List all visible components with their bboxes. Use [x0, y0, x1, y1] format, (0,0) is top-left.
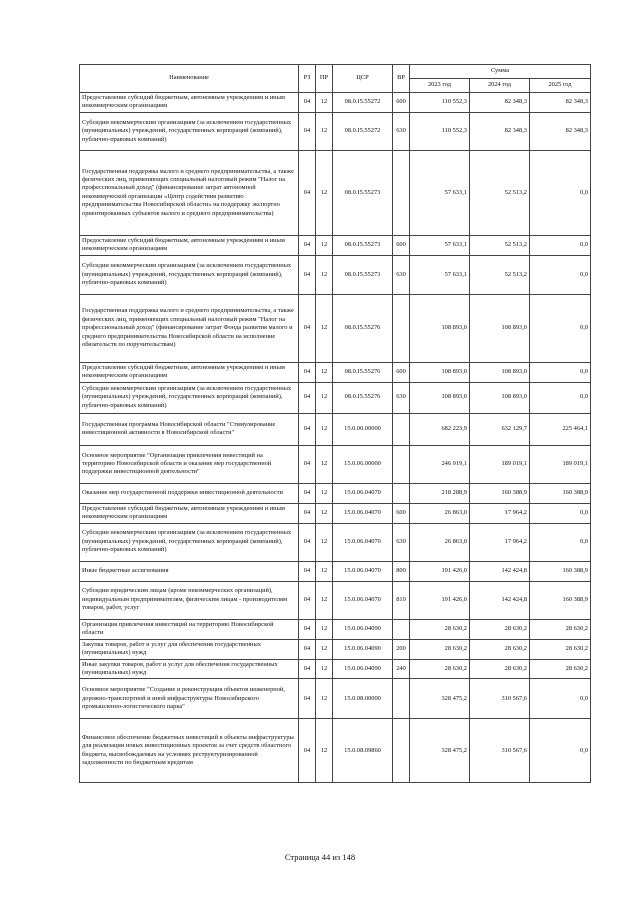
row-year3-cell: 82 348,3 — [530, 112, 591, 150]
row-year3-cell: 0,0 — [530, 523, 591, 561]
row-pr-cell: 12 — [316, 445, 333, 483]
table-row — [80, 362, 591, 382]
row-pr-cell: 12 — [316, 413, 333, 445]
row-vr-cell: 810 — [393, 581, 410, 619]
row-csr-cell: 08.0.I5.55273 — [333, 150, 393, 235]
table-row — [80, 679, 591, 719]
row-rz-cell: 04 — [299, 294, 316, 362]
table-row — [80, 413, 591, 445]
row-csr-cell: 08.0.I5.55276 — [333, 294, 393, 362]
row-rz-cell: 04 — [299, 382, 316, 413]
row-year2-cell: 82 348,3 — [470, 93, 530, 113]
row-year3-cell: 160 388,9 — [530, 483, 591, 503]
table-row — [80, 581, 591, 619]
row-year1-cell: 191 426,0 — [410, 581, 470, 619]
row-csr-cell: 15.0.06.04070 — [333, 503, 393, 523]
row-vr-cell: 240 — [393, 659, 410, 679]
row-year1-cell: 110 552,3 — [410, 112, 470, 150]
row-rz-cell: 04 — [299, 445, 316, 483]
row-csr-cell: 15.0.06.04070 — [333, 561, 393, 581]
row-year1-cell: 246 919,1 — [410, 445, 470, 483]
row-name-cell: Субсидии некоммерческим организациям (за исключением государственных (муниципальных) учреждений, государственных корпораций (компаний), публично-правовых компаний) — [80, 523, 299, 561]
row-year3-cell: 82 348,3 — [530, 93, 591, 113]
table-row — [80, 382, 591, 413]
row-name-cell: Субсидии некоммерческим организациям (за исключением государственных (муниципальных) учреждений, государственных корпораций (компаний), публично-правовых компаний) — [80, 382, 299, 413]
col-year3-header: 2025 год — [530, 79, 591, 93]
row-name-cell: Субсидии некоммерческим организациям (за исключением государственных (муниципальных) учреждений, государственных корпораций (компаний), публично-правовых компаний) — [80, 255, 299, 294]
row-rz-cell: 04 — [299, 255, 316, 294]
row-csr-cell: 15.0.06.00000 — [333, 445, 393, 483]
row-vr-cell: 600 — [393, 235, 410, 255]
row-year1-cell: 108 893,0 — [410, 362, 470, 382]
row-pr-cell: 12 — [316, 483, 333, 503]
row-year3-cell: 0,0 — [530, 150, 591, 235]
table-row — [80, 619, 591, 639]
row-vr-cell — [393, 413, 410, 445]
row-vr-cell: 600 — [393, 93, 410, 113]
row-name-cell: Предоставление субсидий бюджетным, автономным учреждениям и иным некоммерческим организациям — [80, 362, 299, 382]
row-year3-cell: 160 388,9 — [530, 581, 591, 619]
row-vr-cell — [393, 679, 410, 719]
table-row — [80, 255, 591, 294]
row-year2-cell: 17 964,2 — [470, 523, 530, 561]
page-number: Страница 44 из 148 — [284, 852, 356, 862]
row-csr-cell: 15.0.08.00000 — [333, 679, 393, 719]
row-year1-cell: 28 630,2 — [410, 659, 470, 679]
row-year1-cell: 108 893,0 — [410, 294, 470, 362]
row-pr-cell: 12 — [316, 235, 333, 255]
col-sum-header: Сумма — [410, 65, 591, 79]
row-rz-cell: 04 — [299, 639, 316, 659]
row-pr-cell: 12 — [316, 523, 333, 561]
row-year1-cell: 57 633,1 — [410, 235, 470, 255]
row-pr-cell: 12 — [316, 382, 333, 413]
row-vr-cell: 200 — [393, 639, 410, 659]
row-csr-cell: 15.0.06.04070 — [333, 523, 393, 561]
row-vr-cell: 630 — [393, 255, 410, 294]
row-year2-cell: 310 567,6 — [470, 679, 530, 719]
table-row — [80, 561, 591, 581]
col-vr-header: ВР — [393, 65, 410, 93]
row-rz-cell: 04 — [299, 619, 316, 639]
row-csr-cell: 08.0.I5.55272 — [333, 112, 393, 150]
row-pr-cell: 12 — [316, 619, 333, 639]
row-name-cell: Оказание мер государственной поддержки инвестиционной деятельности — [80, 483, 299, 503]
row-csr-cell: 08.0.I5.55276 — [333, 362, 393, 382]
row-rz-cell: 04 — [299, 483, 316, 503]
row-year2-cell: 17 964,2 — [470, 503, 530, 523]
row-rz-cell: 04 — [299, 362, 316, 382]
row-rz-cell: 04 — [299, 93, 316, 113]
row-year1-cell: 28 630,2 — [410, 619, 470, 639]
col-csr-header: ЦСР — [333, 65, 393, 93]
row-pr-cell: 12 — [316, 679, 333, 719]
row-rz-cell: 04 — [299, 659, 316, 679]
row-year3-cell: 0,0 — [530, 294, 591, 362]
row-name-cell: Субсидии юридическим лицам (кроме некоммерческих организаций), индивидуальным предпринимателям, физическим лицам - производителям товаров, работ, услуг — [80, 581, 299, 619]
header-row — [80, 65, 591, 79]
row-csr-cell: 15.0.08.09860 — [333, 719, 393, 783]
row-year2-cell: 52 513,2 — [470, 235, 530, 255]
row-year1-cell: 26 863,0 — [410, 523, 470, 561]
row-year3-cell: 28 630,2 — [530, 639, 591, 659]
row-name-cell: Предоставление субсидий бюджетным, автономным учреждениям и иным некоммерческим организациям — [80, 503, 299, 523]
table-row — [80, 294, 591, 362]
row-year2-cell: 28 630,2 — [470, 659, 530, 679]
row-name-cell: Закупка товаров, работ и услуг для обеспечения государственных (муниципальных) нужд — [80, 639, 299, 659]
row-rz-cell: 04 — [299, 679, 316, 719]
row-vr-cell — [393, 719, 410, 783]
row-name-cell: Государственная программа Новосибирской области "Стимулирование инвестиционной активности в Новосибирской области" — [80, 413, 299, 445]
table-row — [80, 523, 591, 561]
row-pr-cell: 12 — [316, 719, 333, 783]
row-pr-cell: 12 — [316, 561, 333, 581]
row-year3-cell: 28 630,2 — [530, 659, 591, 679]
row-rz-cell: 04 — [299, 581, 316, 619]
row-csr-cell: 08.0.I5.55273 — [333, 235, 393, 255]
row-year2-cell: 160 388,9 — [470, 483, 530, 503]
row-rz-cell: 04 — [299, 413, 316, 445]
row-pr-cell: 12 — [316, 112, 333, 150]
row-name-cell: Государственная поддержка малого и среднего предпринимательства, а также физических лиц, применяющих специальный налоговый режим "Налог на профессиональный доход" (финансирование затрат автономной некоммерческой организации «Центр содействия развитию предпринимательства Новосибирской области» на поддержку экспортно ориентированных субъектов малого и среднего предпринимательства) — [80, 150, 299, 235]
row-vr-cell — [393, 294, 410, 362]
row-year3-cell: 0,0 — [530, 235, 591, 255]
row-rz-cell: 04 — [299, 561, 316, 581]
budget-table — [79, 64, 591, 783]
row-pr-cell: 12 — [316, 659, 333, 679]
row-year2-cell: 142 424,8 — [470, 561, 530, 581]
row-name-cell: Организация привлечения инвестиций на территорию Новосибирской области — [80, 619, 299, 639]
row-year1-cell: 110 552,3 — [410, 93, 470, 113]
row-year1-cell: 28 630,2 — [410, 639, 470, 659]
row-year3-cell: 189 019,1 — [530, 445, 591, 483]
row-name-cell: Иные бюджетные ассигнования — [80, 561, 299, 581]
row-year3-cell: 0,0 — [530, 503, 591, 523]
row-year1-cell: 108 893,0 — [410, 382, 470, 413]
table-row — [80, 659, 591, 679]
row-year2-cell: 108 893,0 — [470, 382, 530, 413]
row-year2-cell: 108 893,0 — [470, 362, 530, 382]
row-year2-cell: 52 513,2 — [470, 255, 530, 294]
row-vr-cell: 800 — [393, 561, 410, 581]
row-name-cell: Финансовое обеспечение бюджетных инвестиций в объекты инфраструктуры для реализации новых инвестиционных проектов за счет средств областного бюджета, высвобождаемых на условиях реструктуризированной задолженности по бюджетным кредитам — [80, 719, 299, 783]
row-rz-cell: 04 — [299, 112, 316, 150]
table-row — [80, 503, 591, 523]
row-year3-cell: 160 388,9 — [530, 561, 591, 581]
row-year3-cell: 225 464,1 — [530, 413, 591, 445]
table-row — [80, 93, 591, 113]
row-year2-cell: 108 893,0 — [470, 294, 530, 362]
row-vr-cell: 630 — [393, 523, 410, 561]
row-year1-cell: 328 475,2 — [410, 679, 470, 719]
row-year2-cell: 632 129,7 — [470, 413, 530, 445]
row-csr-cell: 15.0.06.04070 — [333, 581, 393, 619]
row-year3-cell: 0,0 — [530, 382, 591, 413]
row-year3-cell: 0,0 — [530, 362, 591, 382]
row-csr-cell: 15.0.06.04090 — [333, 619, 393, 639]
row-csr-cell: 15.0.06.04090 — [333, 639, 393, 659]
col-year2-header: 2024 год — [470, 79, 530, 93]
table-row — [80, 235, 591, 255]
row-name-cell: Иные закупки товаров, работ и услуг для обеспечения государственных (муниципальных) нужд — [80, 659, 299, 679]
col-rz-header: РЗ — [299, 65, 316, 93]
row-year2-cell: 52 513,2 — [470, 150, 530, 235]
row-vr-cell — [393, 445, 410, 483]
row-pr-cell: 12 — [316, 639, 333, 659]
row-year2-cell: 82 348,3 — [470, 112, 530, 150]
row-vr-cell: 600 — [393, 362, 410, 382]
row-year3-cell: 0,0 — [530, 679, 591, 719]
table-row — [80, 150, 591, 235]
row-year1-cell: 218 288,9 — [410, 483, 470, 503]
row-rz-cell: 04 — [299, 523, 316, 561]
row-csr-cell: 15.0.06.04070 — [333, 483, 393, 503]
row-pr-cell: 12 — [316, 150, 333, 235]
row-rz-cell: 04 — [299, 235, 316, 255]
row-csr-cell: 08.0.I5.55272 — [333, 93, 393, 113]
table-row — [80, 445, 591, 483]
row-year1-cell: 26 863,0 — [410, 503, 470, 523]
row-vr-cell — [393, 150, 410, 235]
row-name-cell: Государственная поддержка малого и среднего предпринимательства, а также физических лиц, применяющих специальный налоговый режим "Налог на профессиональный доход" (финансирование затрат Фонда развития малого и среднего предпринимательства Новосибирской области на исполнение обязательств по поручительствам) — [80, 294, 299, 362]
row-year1-cell: 328 475,2 — [410, 719, 470, 783]
row-vr-cell — [393, 619, 410, 639]
row-year1-cell: 682 223,9 — [410, 413, 470, 445]
row-year1-cell: 191 426,0 — [410, 561, 470, 581]
row-rz-cell: 04 — [299, 503, 316, 523]
row-vr-cell: 630 — [393, 112, 410, 150]
row-name-cell: Субсидии некоммерческим организациям (за исключением государственных (муниципальных) учреждений, государственных корпораций (компаний), публично-правовых компаний) — [80, 112, 299, 150]
row-year2-cell: 142 424,8 — [470, 581, 530, 619]
row-pr-cell: 12 — [316, 255, 333, 294]
row-name-cell: Предоставление субсидий бюджетным, автономным учреждениям и иным некоммерческим организациям — [80, 235, 299, 255]
row-pr-cell: 12 — [316, 93, 333, 113]
table-body — [80, 93, 591, 783]
row-csr-cell: 15.0.00.00000 — [333, 413, 393, 445]
row-csr-cell: 15.0.06.04090 — [333, 659, 393, 679]
table-row — [80, 483, 591, 503]
row-vr-cell — [393, 483, 410, 503]
row-pr-cell: 12 — [316, 362, 333, 382]
budget-table-container — [79, 64, 590, 783]
row-vr-cell: 630 — [393, 382, 410, 413]
row-rz-cell: 04 — [299, 150, 316, 235]
table-row — [80, 112, 591, 150]
row-rz-cell: 04 — [299, 719, 316, 783]
row-year2-cell: 28 630,2 — [470, 619, 530, 639]
col-name-header: Наименование — [80, 65, 299, 93]
table-row — [80, 719, 591, 783]
row-year2-cell: 189 019,1 — [470, 445, 530, 483]
row-year3-cell: 0,0 — [530, 255, 591, 294]
row-year3-cell: 0,0 — [530, 719, 591, 783]
col-year1-header: 2023 год — [410, 79, 470, 93]
row-vr-cell: 600 — [393, 503, 410, 523]
row-year2-cell: 310 567,6 — [470, 719, 530, 783]
row-name-cell: Предоставление субсидий бюджетным, автономным учреждениям и иным некоммерческим организациям — [80, 93, 299, 113]
table-row — [80, 639, 591, 659]
row-year1-cell: 57 633,1 — [410, 255, 470, 294]
row-name-cell: Основное мероприятие "Создание и реконструкция объектов инженерной, дорожно-транспортной и иной инфраструктуры Новосибирского промышленно-логистического парка" — [80, 679, 299, 719]
row-pr-cell: 12 — [316, 503, 333, 523]
row-csr-cell: 08.0.I5.55276 — [333, 382, 393, 413]
row-pr-cell: 12 — [316, 294, 333, 362]
row-year3-cell: 28 630,2 — [530, 619, 591, 639]
row-pr-cell: 12 — [316, 581, 333, 619]
row-year2-cell: 28 630,2 — [470, 639, 530, 659]
row-year1-cell: 57 633,1 — [410, 150, 470, 235]
row-csr-cell: 08.0.I5.55273 — [333, 255, 393, 294]
row-name-cell: Основное мероприятие "Организация привлечения инвестиций на территорию Новосибирской области и оказание мер государственной поддержки инвестиционной деятельности" — [80, 445, 299, 483]
col-pr-header: ПР — [316, 65, 333, 93]
